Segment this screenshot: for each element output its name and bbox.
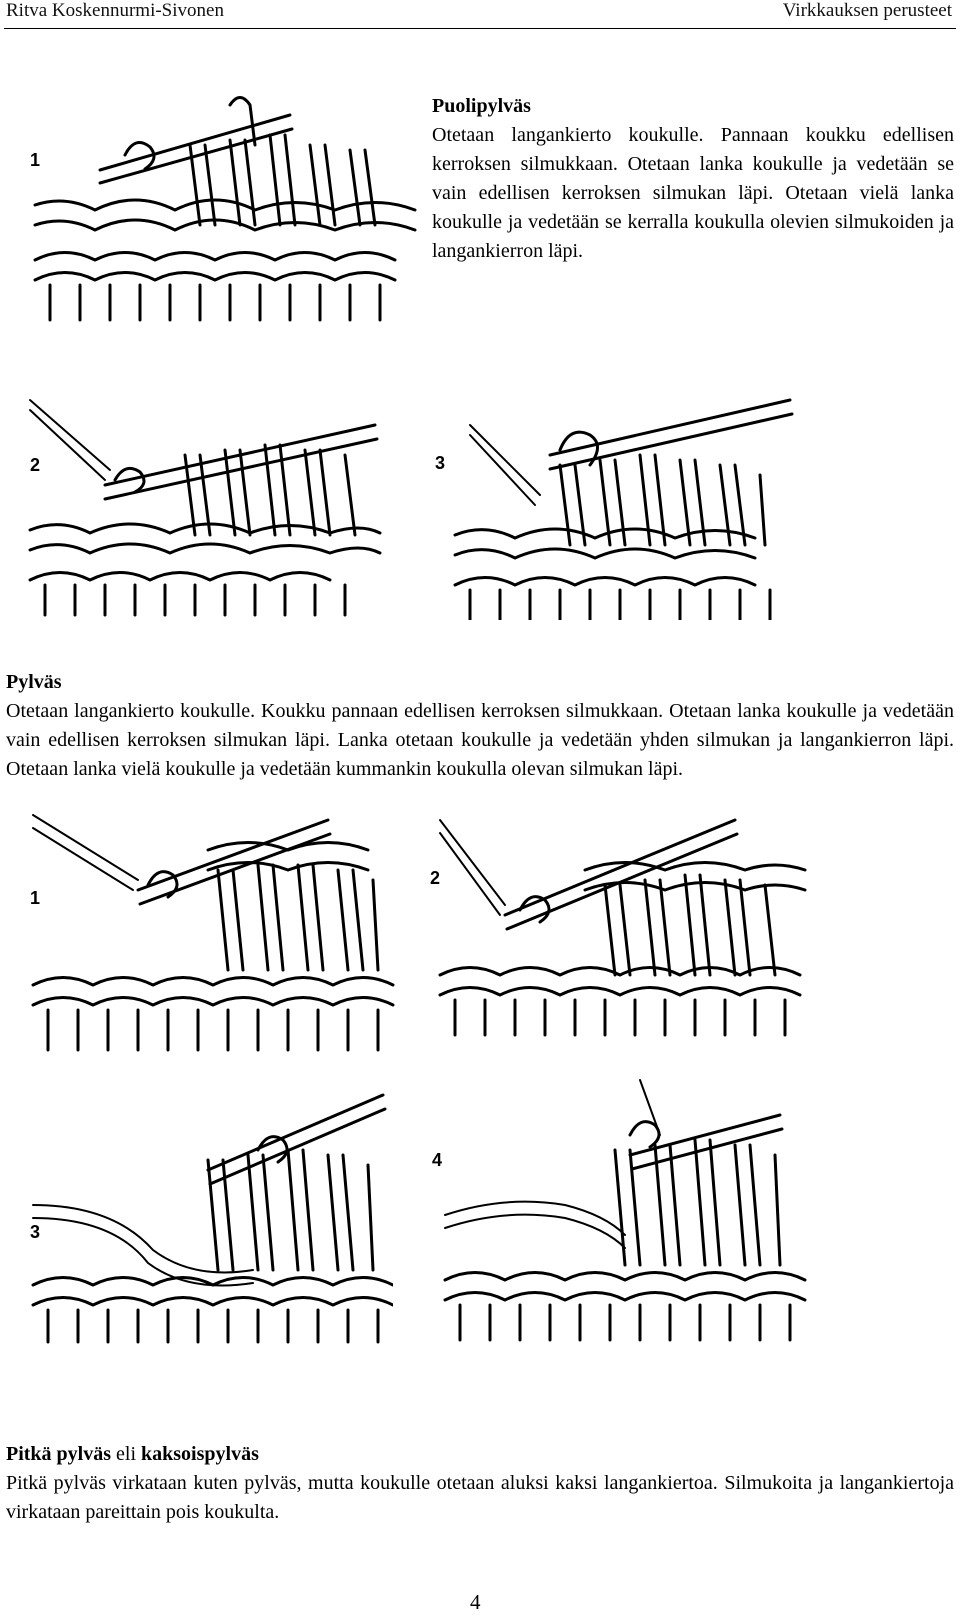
- crochet-illustration-half-double-2: [25, 395, 385, 620]
- illustration-svg: [440, 1075, 815, 1345]
- section-pylvas: [6, 668, 954, 784]
- heading-bold-part: Pitkä pylväs: [6, 1443, 112, 1465]
- crochet-illustration-half-double-3: [450, 395, 810, 620]
- heading-bold-part: kaksoispylväs: [141, 1443, 259, 1465]
- illustration-svg: [28, 810, 398, 1055]
- section-puolipylvas: [432, 92, 954, 266]
- heading-connector: eli: [111, 1443, 142, 1465]
- running-header-title: Virkkauksen perusteet: [782, 0, 952, 21]
- section-pitka-pylvas: [6, 1440, 954, 1527]
- section-heading: Pylväs: [6, 671, 62, 693]
- section-heading: Puolipylväs: [432, 95, 531, 117]
- section-paragraph: Pitkä pylväs virkataan kuten pylväs, mutta koukulle otetaan aluksi kaksi langankiertoa. Silmukoita ja langankiertoja virkataan pareittain pois koukulta.: [6, 1472, 954, 1523]
- illustration-svg: [435, 815, 820, 1040]
- section-heading: [6, 1443, 259, 1465]
- figure-number: 2: [30, 455, 41, 475]
- figure-number: 3: [30, 1222, 41, 1242]
- crochet-illustration-half-double-1: [30, 85, 425, 325]
- illustration-svg: [25, 395, 385, 620]
- page-number: 4: [470, 1590, 481, 1614]
- crochet-illustration-double-3: [28, 1090, 393, 1345]
- figure-number: 4: [432, 1150, 443, 1170]
- figure-number: 3: [435, 453, 446, 473]
- figure-number: 2: [430, 868, 441, 888]
- crochet-illustration-double-4: [440, 1075, 815, 1345]
- illustration-svg: [28, 1090, 393, 1345]
- illustration-svg: [450, 395, 810, 620]
- section-paragraph: Otetaan langankierto koukulle. Pannaan koukku edellisen kerroksen silmukkaan. Otetaan lanka koukulle ja vedetään se vain edellisen kerroksen silmukan läpi. Otetaan vielä lanka koukulle ja vedetään se kerralla koukulla olevien silmukoiden ja langankierron läpi.: [432, 124, 954, 262]
- figure-number: 1: [30, 888, 41, 908]
- running-header-author: Ritva Koskennurmi-Sivonen: [6, 0, 224, 21]
- section-paragraph: Otetaan langankierto koukulle. Koukku pannaan edellisen kerroksen silmukkaan. Otetaan lanka koukulle ja vedetään vain edellisen kerroksen silmukan läpi. Lanka otetaan koukulle ja vedetään yhden silmukan ja langankierron läpi. Otetaan lanka vielä koukulle ja vedetään kummankin koukulla olevan silmukan läpi.: [6, 700, 954, 780]
- crochet-illustration-double-2: [435, 815, 820, 1040]
- crochet-illustration-double-1: [28, 810, 398, 1055]
- figure-number: 1: [30, 150, 41, 170]
- header-rule: [4, 28, 956, 29]
- illustration-svg: [30, 85, 425, 325]
